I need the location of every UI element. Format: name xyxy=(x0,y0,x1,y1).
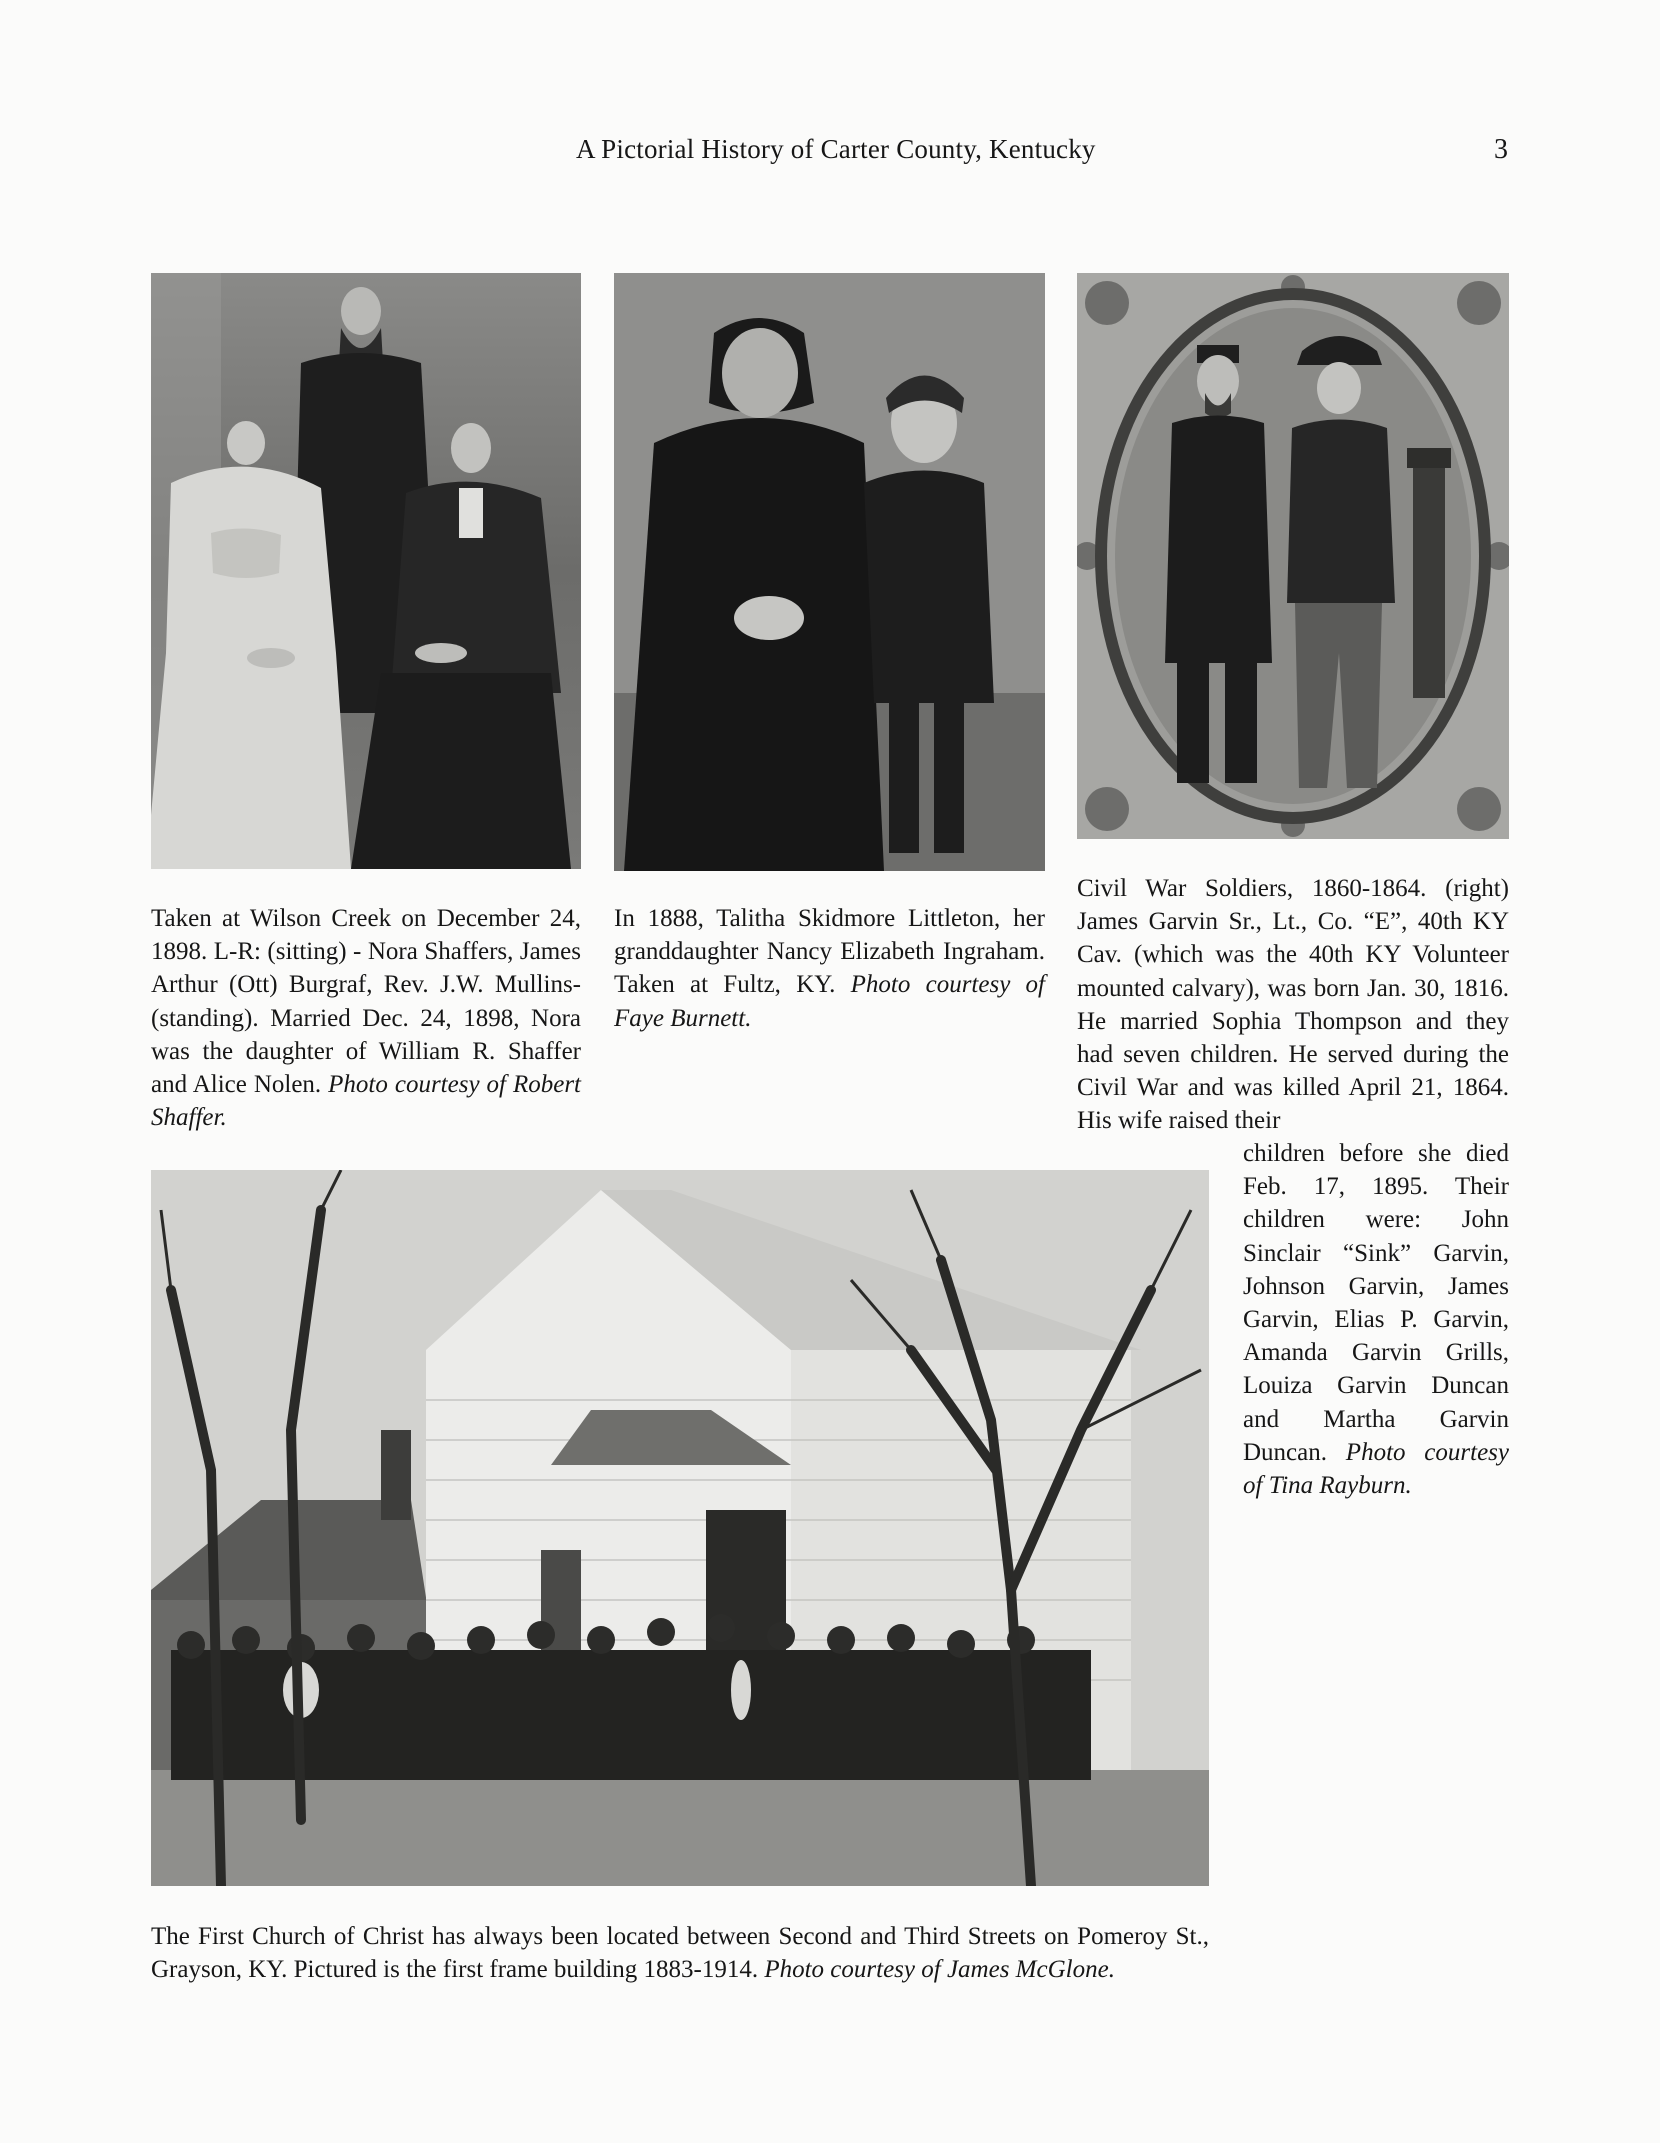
caption-text: Taken at Wilson Creek on December 24, 1898. L-R: (sitting) - Nora Shaffers, James Arthur (Ott) Burgraf, Rev. J.W. Mullins- (standing). Married Dec. 24, 1898, Nora was the daughter of William R. Shaffer and Alice Nolen. xyxy=(151,905,581,1099)
photo-credit: Photo courtesy of James McGlone. xyxy=(764,1956,1115,1984)
photo-church-and-congregation-icon xyxy=(151,1170,1209,1886)
photo-credit: Photo courtesy of Robert Shaffer. xyxy=(151,1071,581,1132)
page-number: 3 xyxy=(1494,134,1508,165)
photo-credit: Photo courtesy of Tina Rayburn. xyxy=(1243,1438,1509,1500)
oval-framed-photo-two-soldiers-icon xyxy=(1077,273,1509,839)
sepia-photo-four-people-icon xyxy=(151,273,581,869)
caption-text: children before she died Feb. 17, 1895. Their children were: John Sinclair “Sink” Garvin, Johnson Garvin, James Garvin, Elias P. Garvin, Amanda Garvin Grills, Louiza Garvin Duncan and Martha Garvin Duncan. xyxy=(1243,1140,1509,1466)
caption-civil-war-soldiers-upper xyxy=(1077,872,1509,1138)
photo-credit: Photo courtesy of Faye Burnett. xyxy=(614,971,1045,1032)
caption-talitha-littleton xyxy=(614,902,1045,1035)
caption-civil-war-soldiers-lower xyxy=(1243,1137,1509,1502)
caption-text: In 1888, Talitha Skidmore Littleton, her granddaughter Nancy Elizabeth Ingraham. Taken at Fultz, KY. xyxy=(614,905,1045,999)
caption-family-wilson-creek xyxy=(151,902,581,1134)
sepia-photo-woman-and-child-icon xyxy=(614,273,1045,871)
caption-text: Civil War Soldiers, 1860-1864. (right) James Garvin Sr., Lt., Co. “E”, 40th KY Cav. (which was the 40th KY Volunteer mounted calvary), was born Jan. 30, 1816. He married Sophia Thompson and they had seven children. He served during the Civil War and was killed April 21, 1864. His wife raised their xyxy=(1077,875,1509,1135)
caption-first-church xyxy=(151,1920,1209,1986)
caption-text: The First Church of Christ has always been located between Second and Third Streets on Pomeroy St., Grayson, KY. Pictured is the first frame building 1883-1914. xyxy=(151,1923,1209,1984)
running-title: A Pictorial History of Carter County, Kentucky xyxy=(576,134,1096,164)
